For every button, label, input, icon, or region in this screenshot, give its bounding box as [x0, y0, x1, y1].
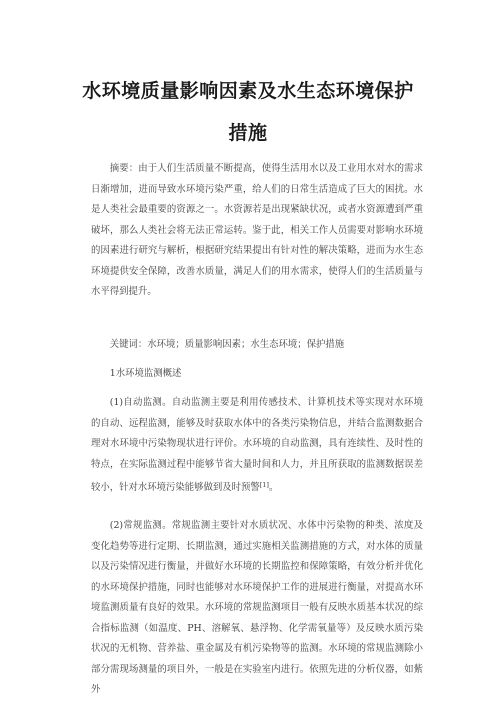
routine-monitoring-paragraph: (2)常规监测。常规监测主要针对水质状况、水体中污染物的种类、浓度及变化趋势等进行定期、长期监测，通过实施相关监测措施的方式，对水体的质量以及污染情况进行衡量，并做好水环境的长期监控和保障策略，有效分析并优化的水环境保护措施，同时也能够对水环境保护工作的进展进行衡量，对提高水环境监测质量有良好的效果。水环境的常规监测项目一般有反映水质基本状况的综合指标监测（如温度、PH、溶解氧、悬浮物、化学需氧量等）及反映水质污染状况的无机物、营养盐、重金属及有机污染物等的监测。水环境的常规监测除小部分需现场测量的项目外，一般是在实验室内进行。依照先进的分析仪器，如紫外	[91, 520, 423, 695]
keywords-line: 关键词：水环境；质量影响因素；水生态环境；保护措施	[109, 339, 345, 350]
abstract-paragraph: 摘要：由于人们生活质量不断提高，使得生活用水以及工业用水对水的需求日渐增加，进而导致水环境污染严重，给人们的日常生活造成了巨大的困扰。水是人类社会最重要的资源之一。水资源若是出现紧缺状况，或者水资源遭到严重破坏，那么人类社会将无法正常运转。鉴于此，相关工作人员需要对影响水环境的因素进行研究与解析，根据研究结果提出有针对性的解决策略，进而为水生态环境提供安全保障，改善水质量，满足人们的用水需求，使得人们的生活质量与水平得到提升。	[91, 163, 423, 297]
auto-monitoring-text: (1)自动监测。自动监测主要是利用传感技术、计算机技术等实现对水环境的自动、远程监测，能够及时获取水体中的各类污染物信息，并结合监测数据合理对水环境中污染物现状进行评价。水环境的自动监测，具有连续性、及时性的特点，在实际监测过程中能够节省大量时间和人力，并且所获取的监测数据误差较小，针对水环境污染能够做到及时预警	[91, 397, 423, 493]
routine-monitoring-block	[91, 516, 423, 701]
auto-monitoring-block	[91, 393, 423, 499]
abstract-block	[91, 159, 423, 303]
auto-monitoring-end: 。	[268, 482, 279, 493]
section-heading: 1水环境监测概述	[109, 368, 182, 379]
page-title: 水环境质量影响因素及水生态环境保护	[82, 80, 414, 102]
auto-monitoring-paragraph	[91, 393, 423, 499]
citation-ref: [1]	[259, 481, 269, 489]
page-title-continued: 措施	[228, 122, 268, 144]
